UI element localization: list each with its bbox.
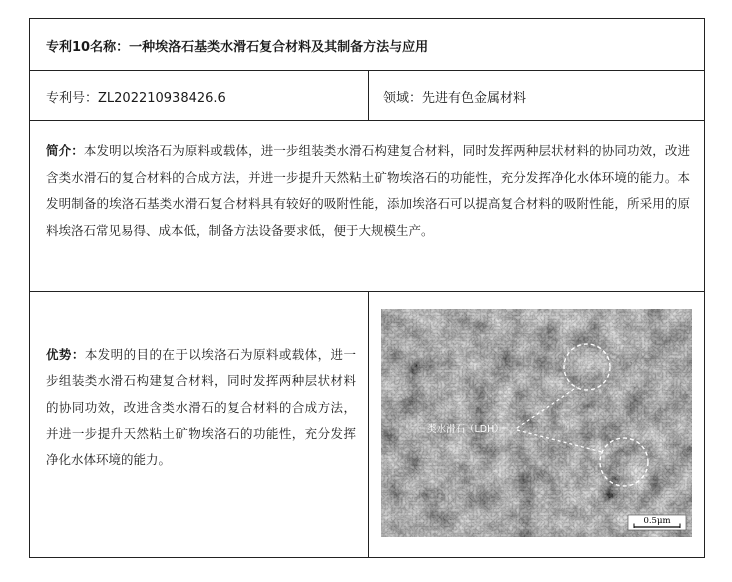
advantage-row bbox=[30, 292, 704, 557]
patent-number: 专利号：ZL202210938426.6 bbox=[46, 91, 226, 106]
advantage-paragraph bbox=[46, 342, 356, 473]
intro-paragraph bbox=[46, 138, 690, 244]
patent-number-cell bbox=[30, 71, 369, 120]
scale-bar-label: 0.5μm bbox=[643, 516, 671, 526]
patent-field: 领域：先进有色金属材料 bbox=[383, 91, 527, 106]
micrograph-fine-texture bbox=[381, 309, 692, 537]
advantage-label: 优势： bbox=[46, 347, 85, 362]
intro-row bbox=[30, 121, 704, 292]
info-row bbox=[30, 71, 704, 121]
ldh-annotation: 类水滑石（LDH） bbox=[427, 424, 504, 435]
title-row bbox=[30, 19, 704, 71]
intro-label: 简介： bbox=[46, 143, 84, 158]
sem-micrograph bbox=[381, 309, 692, 537]
patent-table bbox=[29, 18, 705, 558]
intro-text: 本发明以埃洛石为原料或载体，进一步组装类水滑石构建复合材料，同时发挥两种层状材料的协同功效，改进含类水滑石的复合材料的合成方法，并进一步提升天然粘土矿物埃洛石的功能性，充分发挥净化水体环境的能力。本发明制备的埃洛石基类水滑石复合材料具有较好的吸附性能，添加埃洛石可以提高复合材料的吸附性能，所采用的原料埃洛石常见易得、成本低，制备方法设备要求低，便于大规模生产。 bbox=[46, 143, 690, 238]
patent-title: 专利10名称：一种埃洛石基类水滑石复合材料及其制备方法与应用 bbox=[46, 40, 429, 55]
advantage-cell bbox=[30, 292, 369, 557]
advantage-text: 本发明的目的在于以埃洛石为原料或载体，进一步组装类水滑石构建复合材料，同时发挥两种层状材料的协同功效，改进含类水滑石的复合材料的合成方法，并进一步提升天然粘土矿物埃洛石的功能性，充分发挥净化水体环境的能力。 bbox=[46, 347, 356, 468]
